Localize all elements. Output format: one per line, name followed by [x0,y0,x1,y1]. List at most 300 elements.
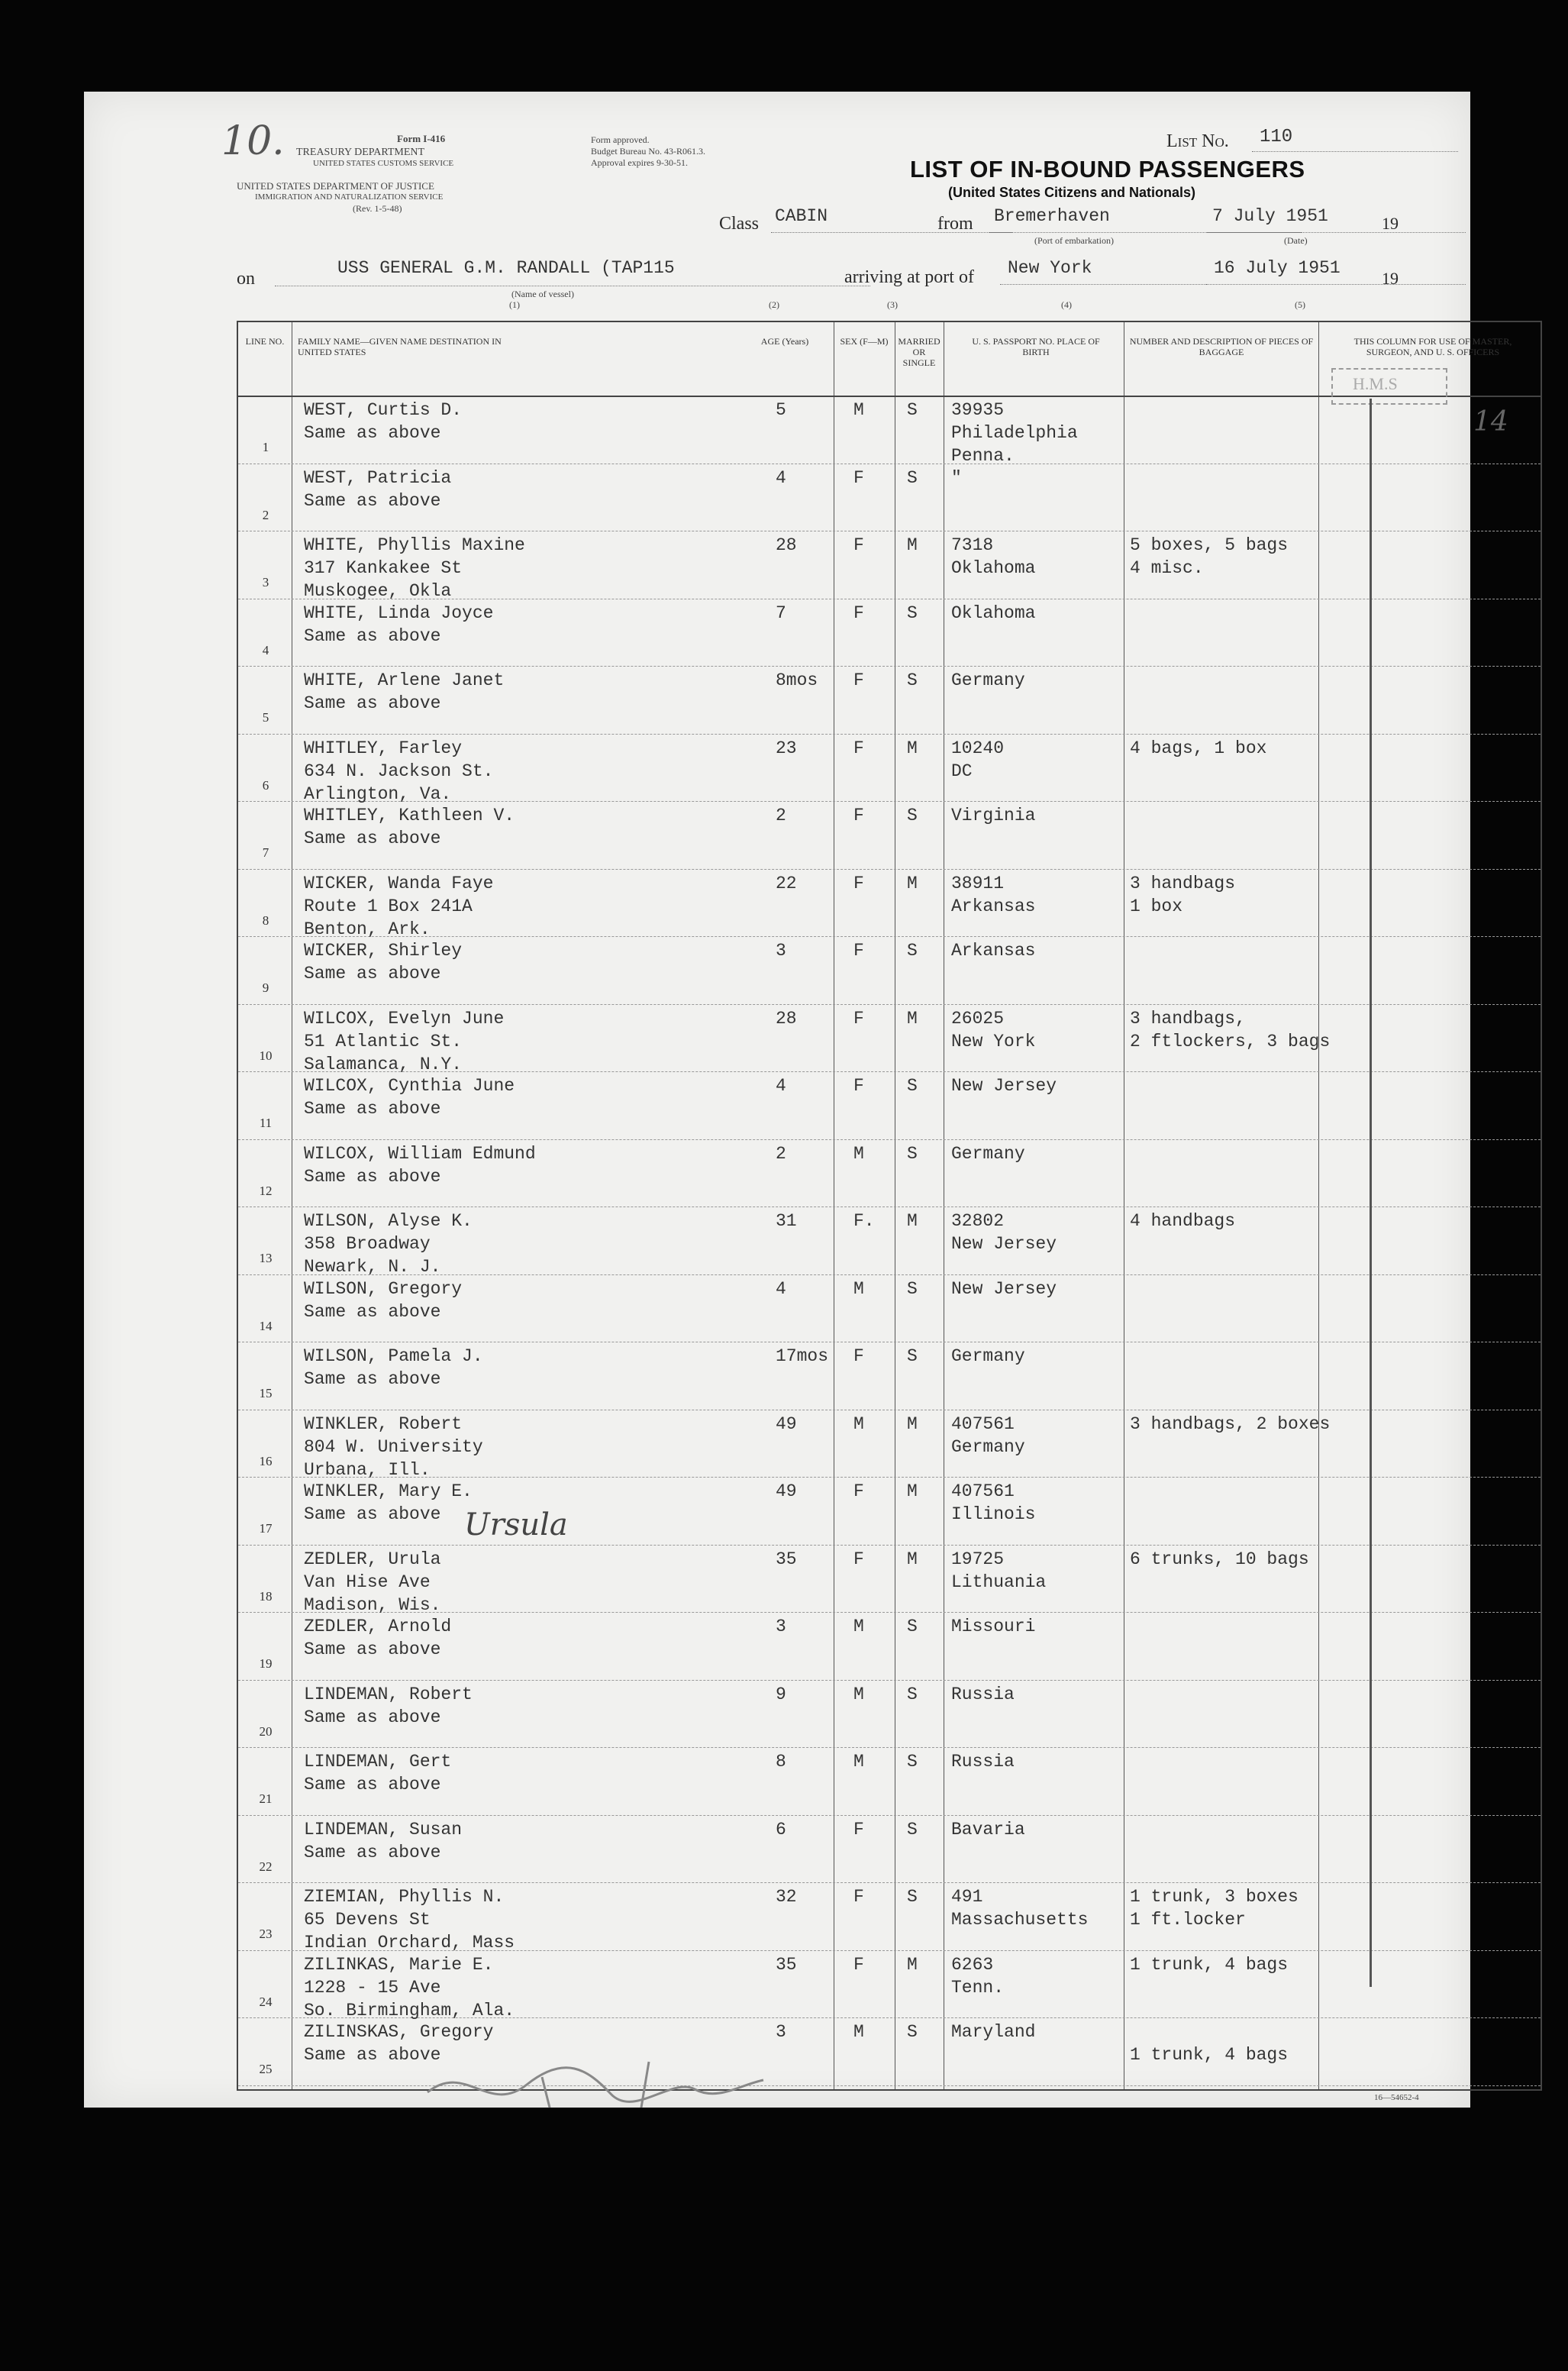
passport-cell [951,1818,1025,1841]
sex-cell: F [853,535,864,555]
form-dept: TREASURY DEPARTMENT [296,147,425,158]
baggage-cell-line [1130,2021,1288,2043]
passenger-name [304,1278,462,1323]
passenger-name-line: 634 N. Jackson St. [304,761,494,781]
col-header-baggage: NUMBER AND DESCRIPTION OF PIECES OF BAGGAGE [1129,336,1314,357]
passenger-name-line: WILSON, Pamela J. [304,1346,483,1366]
baggage-cell [1130,872,1235,918]
passenger-name [304,602,493,648]
line-number: 11 [259,1116,273,1130]
marital-cell: S [907,1684,918,1704]
column-number: (4) [1061,299,1072,310]
passenger-name [304,737,493,806]
passenger-name-line: Same as above [304,1099,441,1119]
passenger-name-line: WHITE, Linda Joyce [304,602,494,623]
form-number: Form I-416 [397,133,446,144]
baggage-cell [1130,1413,1330,1436]
passenger-name [304,1413,483,1481]
passenger-name [304,1818,462,1864]
form-dept2-sub: IMMIGRATION AND NATURALIZATION SERVICE [255,192,444,202]
form-dept2: UNITED STATES DEPARTMENT OF JUSTICE [237,180,434,192]
passenger-name [304,669,504,715]
age-cell: 8mos [776,670,818,690]
table-row [238,396,1541,464]
table-row [238,1071,1541,1140]
baggage-cell-line: 3 handbags, 2 boxes [1130,1413,1331,1434]
form-rev: (Rev. 1-5-48) [353,203,402,214]
passenger-name-line: LINDEMAN, Robert [304,1684,473,1704]
marital-cell: S [907,1752,918,1772]
passport-cell-line: 407561 [951,1481,1015,1501]
passenger-name-line: ZIEMIAN, Phyllis N. [304,1887,505,1907]
passport-cell-line: 32802 [951,1211,1005,1231]
passenger-name [304,1750,451,1796]
passport-cell [951,1345,1025,1368]
passport-cell-line: 491 [951,1887,983,1907]
sex-cell: F [853,1346,864,1366]
passport-cell [951,737,1004,783]
passenger-name [304,467,451,512]
passport-cell-line: Missouri [951,1617,1036,1636]
passenger-name-line: Same as above [304,1707,441,1727]
passport-cell-line: Germany [951,1143,1025,1164]
passport-cell [951,1548,1046,1594]
passport-cell [951,1007,1035,1053]
marital-cell: S [907,400,918,420]
passenger-name-line: Same as above [304,693,441,713]
passport-cell-line: Russia [951,1684,1015,1704]
age-cell: 5 [776,400,786,420]
passport-cell-line: Bavaria [951,1819,1025,1840]
passenger-name [304,1615,451,1661]
passenger-name [304,1683,473,1729]
passenger-name-line: Van Hise Ave [304,1572,431,1592]
sex-cell: F [853,1481,864,1501]
passport-cell-line: New York [951,1031,1036,1051]
passenger-name-line: LINDEMAN, Susan [304,1819,463,1840]
passport-cell [951,1074,1057,1097]
handwritten-correction: Ursula [464,1507,568,1542]
passport-cell [951,534,1035,580]
passport-cell-line: DC [951,761,973,781]
line-number: 8 [262,913,269,928]
passenger-name-line: Indian Orchard, Mass [304,1933,515,1953]
passport-cell-line: Oklahoma [951,558,1036,578]
sex-cell: F [853,873,864,893]
table-row [238,1950,1541,2019]
baggage-cell-line: 1 trunk, 4 bags [1130,1954,1289,1975]
baggage-cell [1130,534,1288,580]
passenger-name-line: WINKLER, Robert [304,1413,463,1434]
baggage-cell [1130,737,1266,760]
passenger-name [304,1885,515,1954]
sex-cell: F [853,941,864,961]
age-cell: 35 [776,1954,797,1975]
passenger-name-line: WILCOX, Cynthia June [304,1076,515,1096]
passport-cell [951,467,962,489]
passenger-name [304,872,493,941]
passenger-name-line: Same as above [304,423,441,443]
passenger-table [237,321,1542,2091]
approval-line: Form approved. [591,134,650,145]
class-value: CABIN [775,206,828,226]
passport-cell [951,804,1035,827]
passport-cell-line: 6263 [951,1954,994,1975]
column-number: (5) [1295,299,1305,310]
table-row [238,531,1541,599]
age-cell: 49 [776,1481,797,1501]
arriving-label: arriving at port of [844,267,974,287]
age-cell: 2 [776,1143,786,1164]
baggage-cell-line: 6 trunks, 10 bags [1130,1549,1309,1569]
passenger-name-line: Same as above [304,1504,441,1524]
marital-cell: S [907,670,918,690]
passenger-name-line: ZILINKAS, Marie E. [304,1954,494,1975]
passenger-name-line: Muskogee, Okla [304,581,452,601]
passenger-name [304,1007,504,1076]
passport-cell [951,399,1078,467]
line-number: 21 [259,1791,273,1806]
footer-code: 16—54652-4 [1374,2093,1419,2102]
baggage-cell-line: 4 handbags [1130,1211,1236,1231]
passport-cell [951,1210,1057,1255]
line-number: 10 [259,1048,273,1063]
sex-cell: F [853,806,864,825]
passenger-name-line: WEST, Curtis D. [304,400,463,420]
sex-cell: F [853,467,864,488]
marital-cell: M [907,1413,918,1434]
passenger-name [304,1480,473,1526]
passport-cell-line: Arkansas [951,941,1036,961]
passenger-name-line: ZEDLER, Arnold [304,1617,452,1636]
passenger-name [304,1548,440,1617]
passport-cell-line: Penna. [951,446,1015,466]
line-number: 17 [259,1521,273,1536]
sex-cell: F [853,602,864,623]
marital-cell: S [907,2022,918,2042]
age-cell: 6 [776,1819,786,1840]
signature-mark [420,2046,771,2123]
sex-cell: F [853,1076,864,1096]
official-stamp-text: H.M.S [1353,374,1398,393]
baggage-cell [1130,1885,1299,1931]
marital-cell: M [907,1211,918,1231]
sex-cell: F. [853,1211,875,1231]
age-cell: 35 [776,1549,797,1569]
passport-cell [951,1750,1015,1773]
marital-cell: S [907,1143,918,1164]
table-row [238,1274,1541,1343]
approval-line: Approval expires 9-30-51. [591,157,688,168]
table-row [238,1410,1541,1478]
marital-cell: S [907,941,918,961]
passenger-name-line: Newark, N. J. [304,1257,441,1277]
passenger-name-line: 804 W. University [304,1436,483,1457]
passenger-name-line: Same as above [304,2045,441,2065]
passenger-name-line: Same as above [304,829,441,848]
baggage-cell [1130,1210,1235,1232]
line-number: 2 [262,507,269,522]
sex-cell: F [853,1954,864,1975]
passenger-name-line: WHITLEY, Farley [304,738,463,758]
arrival-date: 16 July 1951 [1214,258,1341,278]
passenger-name-line: Same as above [304,1301,441,1322]
passport-cell [951,1953,1004,1999]
passenger-name-line: WILCOX, William Edmund [304,1143,536,1164]
baggage-cell-line: 1 ft.locker [1130,1910,1246,1930]
col-header-official: THIS COLUMN FOR USE OF MASTER, SURGEON, AND U. S. OFFICERS [1353,336,1512,357]
table-row [238,599,1541,667]
passport-cell [951,872,1035,918]
age-cell: 4 [776,467,786,488]
line-number: 25 [259,2062,273,2076]
passenger-name-line: WILSON, Gregory [304,1278,463,1299]
passport-cell-line: Oklahoma [951,602,1036,623]
list-no-label: List No. [1166,131,1229,151]
passport-cell-line: Maryland [951,2022,1036,2042]
passenger-name-line: WEST, Patricia [304,467,452,488]
table-row [238,1342,1541,1410]
table-row [238,1206,1541,1275]
line-number: 23 [259,1927,273,1941]
baggage-cell-line: 3 handbags, [1130,1008,1246,1029]
passenger-name [304,1074,515,1120]
baggage-cell [1130,2021,1288,2066]
sex-cell: F [853,670,864,690]
age-cell: 4 [776,1076,786,1096]
column-number: (1) [509,299,520,310]
embark-year: 19 [1382,214,1399,233]
passport-cell-line: 7318 [951,535,994,555]
table-row [238,464,1541,532]
table-row [238,1139,1541,1208]
table-row [238,1477,1541,1546]
line-number: 22 [259,1859,273,1874]
passenger-name-line: 51 Atlantic St. [304,1031,463,1051]
passenger-name-line: Same as above [304,625,441,646]
passport-cell-line: Philadelphia [951,423,1078,443]
passenger-name-line: 65 Devens St [304,1910,431,1930]
sheet-number: 10. [221,118,285,164]
passport-cell-line: Russia [951,1752,1015,1772]
passenger-name-line: 317 Kankakee St [304,558,463,578]
page-title: LIST OF IN-BOUND PASSENGERS [910,156,1305,183]
passport-cell [951,939,1035,962]
table-row [238,734,1541,803]
line-number: 4 [262,642,269,657]
age-cell: 49 [776,1413,797,1434]
passenger-name [304,1953,515,2022]
baggage-cell [1130,1548,1309,1571]
marital-cell: S [907,1346,918,1366]
age-cell: 3 [776,1617,786,1636]
age-cell: 28 [776,535,797,555]
marital-cell: M [907,1549,918,1569]
baggage-cell-line: 4 bags, 1 box [1130,738,1267,758]
embark-date: 7 July 1951 [1212,206,1328,226]
marital-cell: M [907,738,918,758]
sex-cell: M [853,1143,864,1164]
col-header-line-no: LINE NO. [245,336,285,347]
passport-cell-line: New Jersey [951,1076,1057,1096]
line-number: 6 [262,777,269,793]
passenger-name-line: Madison, Wis. [304,1594,441,1615]
age-cell: 28 [776,1008,797,1029]
page-subtitle: (United States Citizens and Nationals) [948,185,1196,200]
line-number: 7 [262,845,269,860]
age-cell: 23 [776,738,797,758]
passenger-name-line: Route 1 Box 241A [304,896,473,916]
passenger-name-line: Same as above [304,1369,441,1389]
table-row [238,1815,1541,1884]
line-number: 20 [259,1723,273,1739]
sex-cell: F [853,1008,864,1029]
manifest-page [84,92,1512,2108]
sex-cell: M [853,1684,864,1704]
sex-cell: F [853,1819,864,1840]
table-row [238,1680,1541,1749]
line-number: 15 [259,1386,273,1400]
marital-cell: S [907,1887,918,1907]
passport-cell-line: Germany [951,670,1025,690]
line-number: 12 [259,1183,273,1198]
baggage-cell-line: 4 misc. [1130,558,1204,578]
embark-caption: (Port of embarkation) [1034,235,1114,246]
col-header-married: MARRIED OR SINGLE [898,336,940,368]
passenger-name [304,939,462,985]
passport-cell-line: Tenn. [951,1977,1005,1998]
passenger-name-line: So. Birmingham, Ala. [304,2000,515,2021]
marital-cell: M [907,873,918,893]
passport-cell-line: Germany [951,1346,1025,1366]
passenger-name [304,1345,483,1391]
passport-cell-line: " [951,467,962,488]
passenger-name-line: Same as above [304,1775,441,1794]
line-number: 9 [262,980,269,995]
list-no-value: 110 [1260,127,1293,147]
line-number: 5 [262,710,269,725]
baggage-cell-line: 1 trunk, 3 boxes [1130,1887,1299,1907]
passport-cell-line: 39935 [951,400,1005,420]
sex-cell: M [853,1413,864,1434]
line-number: 3 [262,575,269,590]
age-cell: 2 [776,806,786,825]
sex-cell: F [853,1887,864,1907]
arrival-port: New York [1008,258,1092,278]
date-caption: (Date) [1284,235,1308,246]
passport-cell [951,669,1025,692]
on-label: on [237,269,255,289]
baggage-cell-line: 2 ftlockers, 3 bags [1130,1031,1331,1051]
line-number: 18 [259,1588,273,1604]
line-number: 14 [259,1318,273,1333]
line-number: 1 [262,440,269,454]
line-number: 19 [259,1656,273,1671]
marital-cell: S [907,602,918,623]
sex-cell: M [853,1752,864,1772]
passenger-name-line: Same as above [304,1166,441,1187]
col-header-name: FAMILY NAME—GIVEN NAME DESTINATION IN UNITED STATES [298,336,502,357]
sex-cell: M [853,1617,864,1636]
age-cell: 7 [776,602,786,623]
passenger-name-line: WICKER, Wanda Faye [304,873,494,893]
passenger-name-line: 1228 - 15 Ave [304,1977,441,1998]
column-number: (3) [887,299,898,310]
passenger-name [304,804,515,850]
passenger-name [304,399,462,444]
passport-cell [951,602,1035,625]
approval-line: Budget Bureau No. 43-R061.3. [591,146,705,157]
marital-cell: M [907,535,918,555]
age-cell: 31 [776,1211,797,1231]
sex-cell: M [853,2022,864,2042]
line-number: 16 [259,1453,273,1468]
passport-cell-line: Virginia [951,806,1036,825]
form-dept-sub: UNITED STATES CUSTOMS SERVICE [313,159,454,168]
passport-cell [951,1480,1035,1526]
marital-cell: S [907,467,918,488]
table-row [238,666,1541,735]
embark-port: Bremerhaven [994,206,1110,226]
passenger-name-line: Benton, Ark. [304,919,431,939]
passenger-name-line: Urbana, Ill. [304,1459,431,1480]
passenger-name-line: Arlington, Va. [304,783,452,804]
official-count: 14 [1473,406,1508,438]
age-cell: 3 [776,2022,786,2042]
passport-cell [951,1683,1015,1706]
line-number: 24 [259,1994,273,2009]
vessel-name: USS GENERAL G.M. RANDALL (TAP115 [337,258,675,278]
age-cell: 8 [776,1752,786,1772]
passenger-name-line: WILSON, Alyse K. [304,1211,473,1231]
age-cell: 4 [776,1278,786,1299]
passport-cell-line: Lithuania [951,1572,1047,1592]
line-number: 13 [259,1251,273,1265]
passenger-name-line: WHITE, Arlene Janet [304,670,505,690]
passport-cell [951,1278,1057,1300]
passenger-name [304,534,525,602]
passport-cell-line: New Jersey [951,1278,1057,1299]
passenger-name-line: Same as above [304,490,441,511]
passport-cell [951,1885,1088,1931]
passport-cell-line: Germany [951,1436,1025,1457]
passenger-name-line: WHITLEY, Kathleen V. [304,806,515,825]
marital-cell: S [907,1617,918,1636]
sex-cell: M [853,400,864,420]
passport-cell-line: 407561 [951,1413,1015,1434]
table-row [238,869,1541,938]
from-label: from [937,214,973,234]
passport-cell-line: 26025 [951,1008,1005,1029]
baggage-cell-line: 5 boxes, 5 bags [1130,535,1289,555]
passenger-name-line: WILCOX, Evelyn June [304,1008,505,1029]
passenger-name-line: 358 Broadway [304,1234,431,1254]
passport-cell-line: Arkansas [951,896,1036,916]
passport-cell-line: 19725 [951,1549,1005,1569]
passport-cell-line: 10240 [951,738,1005,758]
official-bracket-line [1370,399,1372,1987]
col-header-passport: U. S. PASSPORT NO. PLACE OF BIRTH [972,336,1100,357]
baggage-cell [1130,1953,1288,1976]
passport-cell [951,2021,1035,2043]
col-header-sex: SEX (F—M) [840,336,889,347]
marital-cell: S [907,806,918,825]
table-row [238,1882,1541,1951]
passenger-name-line: ZILINSKAS, Gregory [304,2022,494,2042]
table-row [238,1747,1541,1816]
marital-cell: S [907,1278,918,1299]
sex-cell: F [853,1549,864,1569]
